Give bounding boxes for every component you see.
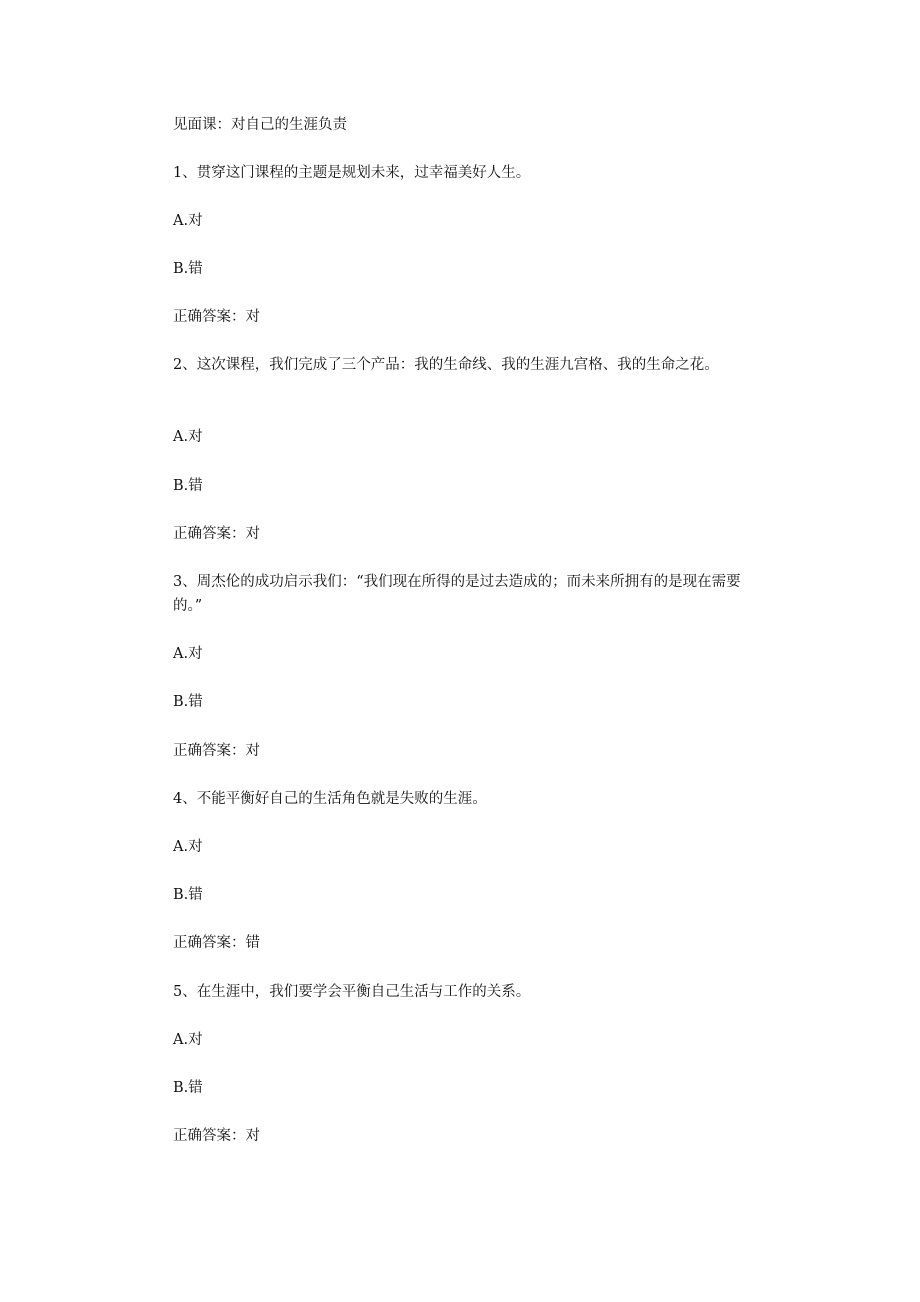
question-3-answer: 正确答案：对 bbox=[173, 743, 260, 759]
question-3-option-a: A.对 bbox=[173, 646, 203, 662]
question-4-option-b: B.错 bbox=[173, 887, 203, 903]
question-5-answer: 正确答案：对 bbox=[173, 1128, 260, 1144]
question-3-option-b: B.错 bbox=[173, 694, 203, 710]
question-5-option-a: A.对 bbox=[173, 1032, 203, 1048]
question-1-option-a: A.对 bbox=[173, 213, 203, 229]
question-1-answer: 正确答案：对 bbox=[173, 309, 260, 325]
question-2-answer: 正确答案：对 bbox=[173, 526, 260, 542]
question-2-text: 2、这次课程，我们完成了三个产品：我的生命线、我的生涯九宫格、我的生命之花。 bbox=[173, 357, 719, 373]
question-1-option-b: B.错 bbox=[173, 261, 203, 277]
question-4-answer: 正确答案：错 bbox=[173, 935, 260, 951]
question-4-option-a: A.对 bbox=[173, 839, 203, 855]
question-2-option-a: A.对 bbox=[173, 429, 203, 445]
question-5-option-b: B.错 bbox=[173, 1080, 203, 1096]
question-1-text: 1、贯穿这门课程的主题是规划未来，过幸福美好人生。 bbox=[173, 165, 531, 181]
question-4-text: 4、不能平衡好自己的生活角色就是失败的生涯。 bbox=[173, 791, 487, 807]
question-2-option-b: B.错 bbox=[173, 478, 203, 494]
question-5-text: 5、在生涯中，我们要学会平衡自己生活与工作的关系。 bbox=[173, 984, 531, 1000]
document-title: 见面课：对自己的生涯负责 bbox=[173, 117, 347, 133]
question-3-text: 3、周杰伦的成功启示我们：“我们现在所得的是过去造成的；而未来所拥有的是现在需要的。” bbox=[173, 574, 741, 614]
